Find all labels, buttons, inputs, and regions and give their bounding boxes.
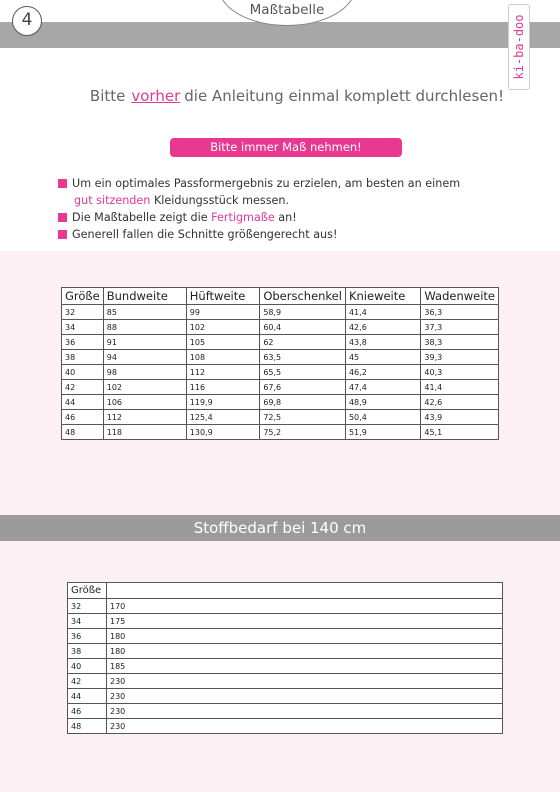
table-row bbox=[68, 719, 503, 734]
table-cell: 230 bbox=[107, 719, 503, 734]
table-cell: 50,4 bbox=[345, 410, 420, 425]
table-cell: 41,4 bbox=[421, 380, 499, 395]
table-cell: 36 bbox=[62, 335, 104, 350]
fabric-table bbox=[67, 582, 503, 734]
bullet-text: Generell fallen die Schnitte größengerecht aus! bbox=[72, 228, 338, 241]
intro-highlight: vorher bbox=[131, 87, 181, 105]
table-row bbox=[68, 644, 503, 659]
table-row bbox=[62, 320, 499, 335]
table-cell: 42,6 bbox=[421, 395, 499, 410]
brand-logo bbox=[508, 4, 530, 90]
table-cell: 108 bbox=[186, 350, 260, 365]
table-row bbox=[62, 425, 499, 440]
table-cell: 38 bbox=[62, 350, 104, 365]
bullet-text: Um ein optimales Passformergebnis zu erzielen, am besten an einem bbox=[72, 177, 461, 190]
table-cell: 102 bbox=[103, 380, 186, 395]
table-cell: 60,4 bbox=[260, 320, 346, 335]
page-title: Maßtabelle bbox=[249, 2, 325, 18]
table-cell: 48 bbox=[68, 719, 107, 734]
table-cell: 46 bbox=[68, 704, 107, 719]
table-cell: 34 bbox=[62, 320, 104, 335]
table-row bbox=[68, 704, 503, 719]
table-cell: 32 bbox=[68, 599, 107, 614]
table-cell: 99 bbox=[186, 305, 260, 320]
table-cell: 46,2 bbox=[345, 365, 420, 380]
table-cell: 51,9 bbox=[345, 425, 420, 440]
table-cell: 41,4 bbox=[345, 305, 420, 320]
table-cell: 106 bbox=[103, 395, 186, 410]
table-cell: 48,9 bbox=[345, 395, 420, 410]
table-cell: 36,3 bbox=[421, 305, 499, 320]
table-cell: 45 bbox=[345, 350, 420, 365]
table-cell: 44 bbox=[62, 395, 104, 410]
table-cell: 34 bbox=[68, 614, 107, 629]
table-cell: 72,5 bbox=[260, 410, 346, 425]
bullet-square-icon bbox=[58, 179, 67, 188]
table-row bbox=[68, 629, 503, 644]
table-cell: 65,5 bbox=[260, 365, 346, 380]
table-cell: 46 bbox=[62, 410, 104, 425]
table-cell: 175 bbox=[107, 614, 503, 629]
table-cell: 45,1 bbox=[421, 425, 499, 440]
table-cell: 38 bbox=[68, 644, 107, 659]
col-header: Oberschenkel bbox=[260, 288, 346, 305]
table-cell: 180 bbox=[107, 644, 503, 659]
table-cell: 63,5 bbox=[260, 350, 346, 365]
table-cell: 112 bbox=[103, 410, 186, 425]
table-row bbox=[62, 410, 499, 425]
table-cell: 94 bbox=[103, 350, 186, 365]
table-row bbox=[62, 350, 499, 365]
table-cell: 230 bbox=[107, 674, 503, 689]
bullet-text: an! bbox=[274, 211, 297, 224]
table-header-row bbox=[62, 288, 499, 305]
table-cell: 36 bbox=[68, 629, 107, 644]
table-cell: 125,4 bbox=[186, 410, 260, 425]
fabric-section-title: Stoffbedarf bei 140 cm bbox=[0, 515, 560, 541]
table-cell: 230 bbox=[107, 689, 503, 704]
table-cell: 38,3 bbox=[421, 335, 499, 350]
table-cell: 62 bbox=[260, 335, 346, 350]
table-cell: 130,9 bbox=[186, 425, 260, 440]
table-cell: 118 bbox=[103, 425, 186, 440]
table-cell: 42 bbox=[68, 674, 107, 689]
table-cell: 42,6 bbox=[345, 320, 420, 335]
intro-lead: Bitte bbox=[89, 87, 126, 105]
table-row bbox=[68, 614, 503, 629]
table-cell: 112 bbox=[186, 365, 260, 380]
table-cell: 69,8 bbox=[260, 395, 346, 410]
table-row bbox=[62, 305, 499, 320]
page-number: 4 bbox=[12, 6, 42, 36]
table-cell: 48 bbox=[62, 425, 104, 440]
table-cell: 102 bbox=[186, 320, 260, 335]
table-cell: 67,6 bbox=[260, 380, 346, 395]
table-cell: 44 bbox=[68, 689, 107, 704]
bullet-list bbox=[56, 175, 460, 243]
table-cell: 85 bbox=[103, 305, 186, 320]
table-cell: 116 bbox=[186, 380, 260, 395]
table-row bbox=[62, 335, 499, 350]
table-cell: 43,9 bbox=[421, 410, 499, 425]
table-cell: 185 bbox=[107, 659, 503, 674]
table-cell: 37,3 bbox=[421, 320, 499, 335]
bullet-square-icon bbox=[58, 230, 67, 239]
table-cell: 230 bbox=[107, 704, 503, 719]
intro-rest: die Anleitung einmal komplett durchlesen! bbox=[184, 87, 505, 105]
table-row bbox=[68, 599, 503, 614]
table-cell: 40 bbox=[68, 659, 107, 674]
col-header: Wadenweite bbox=[421, 288, 499, 305]
table-cell: 39,3 bbox=[421, 350, 499, 365]
table-cell: 180 bbox=[107, 629, 503, 644]
table-cell: 105 bbox=[186, 335, 260, 350]
table-cell: 40,3 bbox=[421, 365, 499, 380]
table-row bbox=[62, 380, 499, 395]
bullet-item bbox=[56, 175, 460, 192]
bullet-pink-text: Fertigmaße bbox=[211, 211, 275, 224]
bullet-item bbox=[56, 209, 460, 226]
size-table bbox=[61, 287, 499, 440]
table-cell: 40 bbox=[62, 365, 104, 380]
table-row bbox=[62, 395, 499, 410]
col-header: Größe bbox=[68, 583, 107, 599]
table-cell: 91 bbox=[103, 335, 186, 350]
bullet-continuation bbox=[56, 192, 460, 209]
table-cell: 42 bbox=[62, 380, 104, 395]
table-cell: 88 bbox=[103, 320, 186, 335]
table-cell: 98 bbox=[103, 365, 186, 380]
table-cell: 75,2 bbox=[260, 425, 346, 440]
col-header: Knieweite bbox=[345, 288, 420, 305]
table-row bbox=[62, 365, 499, 380]
table-row bbox=[68, 659, 503, 674]
bullet-text: Die Maßtabelle zeigt die bbox=[72, 211, 212, 224]
bullet-square-icon bbox=[58, 213, 67, 222]
measure-banner: Bitte immer Maß nehmen! bbox=[170, 138, 402, 157]
bullet-text: Kleidungsstück messen. bbox=[150, 194, 290, 207]
table-header-row bbox=[68, 583, 503, 599]
bullet-pink-text: gut sitzenden bbox=[74, 194, 151, 207]
col-header bbox=[107, 583, 503, 599]
col-header: Hüftweite bbox=[186, 288, 260, 305]
table-cell: 170 bbox=[107, 599, 503, 614]
table-cell: 32 bbox=[62, 305, 104, 320]
bullet-item bbox=[56, 226, 460, 243]
table-cell: 43,8 bbox=[345, 335, 420, 350]
brand-name: ki-ba-doo bbox=[512, 14, 526, 80]
table-row bbox=[68, 689, 503, 704]
table-cell: 119,9 bbox=[186, 395, 260, 410]
table-cell: 47,4 bbox=[345, 380, 420, 395]
table-row bbox=[68, 674, 503, 689]
header-bar bbox=[0, 22, 560, 48]
intro-line bbox=[0, 87, 560, 105]
col-header: Bundweite bbox=[103, 288, 186, 305]
table-cell: 58,9 bbox=[260, 305, 346, 320]
col-header: Größe bbox=[62, 288, 104, 305]
